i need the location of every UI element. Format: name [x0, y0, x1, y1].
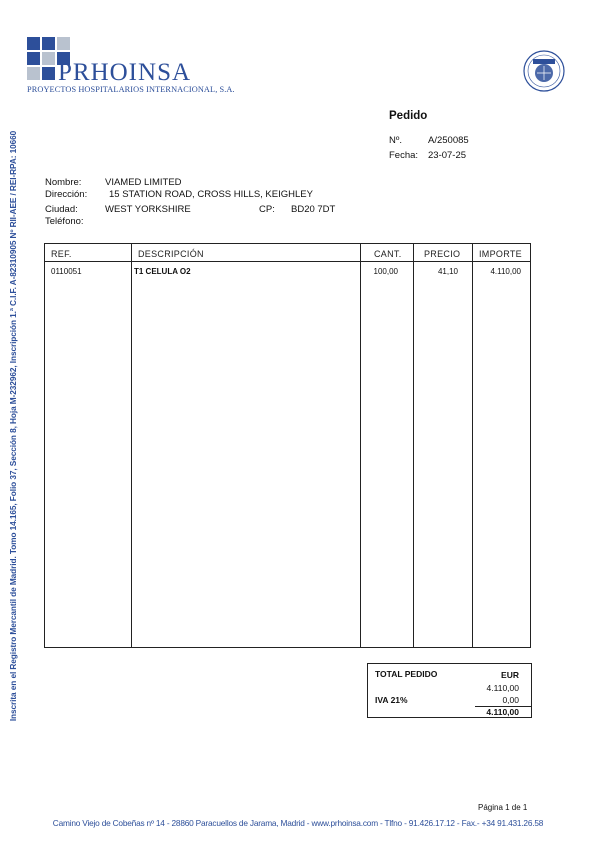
order-date-label: Fecha: [389, 150, 419, 161]
client-address: 15 STATION ROAD, CROSS HILLS, KEIGHLEY [109, 189, 313, 200]
items-table [44, 243, 531, 648]
tax-value: 0,00 [502, 695, 519, 705]
client-city: WEST YORKSHIRE [105, 204, 191, 215]
column-header-price: PRECIO [424, 249, 461, 259]
client-cp: BD20 7DT [291, 204, 336, 215]
client-cp-label: CP: [259, 204, 275, 215]
total-value: 4.110,00 [486, 707, 519, 717]
row-ref: 0110051 [51, 267, 82, 276]
footer-contact: Camino Viejo de Cobeñas nº 14 - 28860 Paracuellos de Jarama, Madrid - www.prhoinsa.com - Tlfno - 91.426.17.12 - Fax.- +34 91.431.26.58 [52, 818, 544, 828]
client-address-label: Dirección: [45, 189, 88, 200]
totals-box [367, 663, 532, 718]
company-logo-text: PRHOINSA [58, 59, 192, 86]
row-description: T1 CELULA O2 [134, 267, 191, 276]
page-number: Página 1 de 1 [478, 803, 528, 812]
row-quantity: 100,00 [373, 267, 398, 276]
client-city-label: Ciudad: [45, 204, 78, 215]
certification-seal-icon [523, 50, 565, 92]
order-number: A/250085 [428, 135, 469, 146]
client-name-label: Nombre: [45, 177, 82, 188]
currency-label: EUR [501, 670, 519, 680]
order-number-label: Nº. [389, 135, 402, 146]
client-phone-label: Teléfono: [45, 216, 84, 227]
total-label: TOTAL PEDIDO [375, 669, 438, 679]
client-name: VIAMED LIMITED [105, 177, 182, 188]
column-header-quantity: CANT. [374, 249, 402, 259]
document-title: Pedido [389, 110, 428, 122]
subtotal-value: 4.110,00 [486, 683, 519, 693]
column-header-amount: IMPORTE [479, 249, 522, 259]
order-date: 23-07-25 [428, 150, 467, 161]
column-header-description: DESCRIPCIÓN [138, 249, 204, 259]
row-price: 41,10 [437, 267, 458, 276]
row-amount: 4.110,00 [490, 267, 521, 276]
tax-label: IVA 21% [375, 695, 408, 705]
company-tagline: PROYECTOS HOSPITALARIOS INTERNACIONAL, S.A. [27, 85, 235, 94]
column-header-ref: REF. [51, 249, 72, 259]
